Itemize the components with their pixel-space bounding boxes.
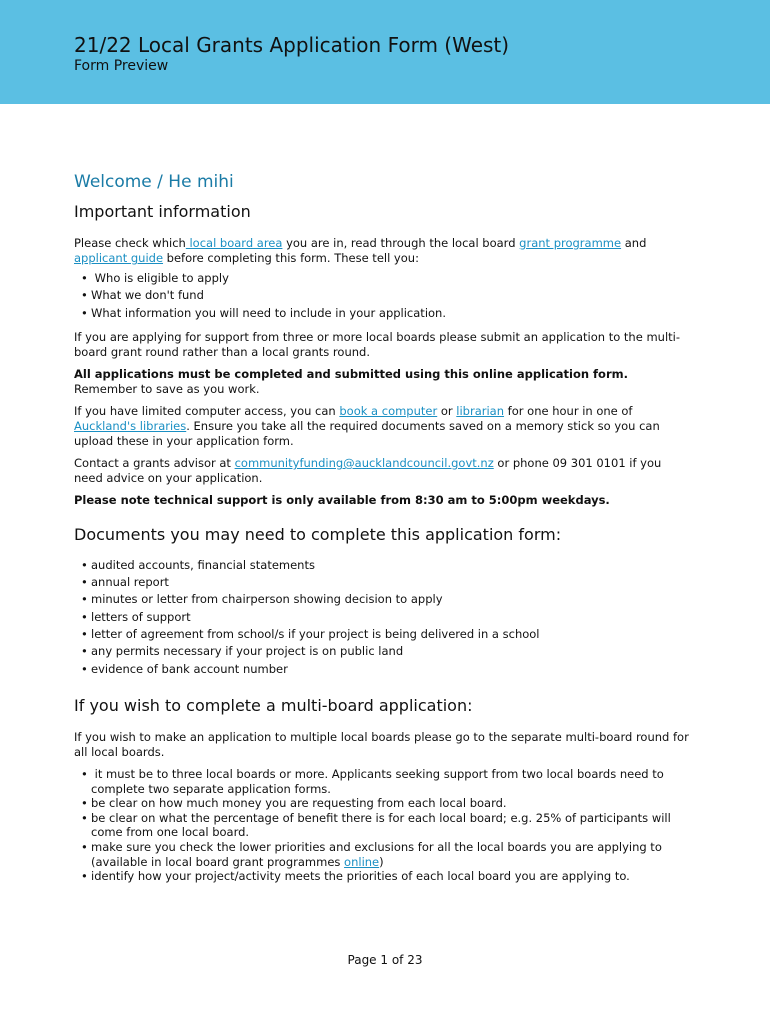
list-item: • letter of agreement from school/s if your project is being delivered in a school [74, 626, 689, 643]
list-item: • audited accounts, financial statements [74, 557, 689, 574]
bullet-icon: • [81, 869, 88, 884]
header-banner [0, 0, 770, 104]
bullet-icon: • [81, 810, 88, 825]
multi-board-intro: If you wish to make an application to multiple local boards please go to the separate multi-board round for all local boards. [74, 729, 689, 759]
grant-programme-link[interactable]: grant programme [519, 236, 622, 250]
important-info-heading: Important information [74, 202, 251, 221]
bullet-icon: • [81, 627, 88, 642]
tech-support-note: Please note technical support is only available from 8:30 am to 5:00pm weekdays. [74, 492, 610, 507]
contact-note: Contact a grants advisor at communityfunding@aucklandcouncil.govt.nz or phone 09 301 0101 if you need advice on your application. [74, 455, 662, 485]
documents-heading: Documents you may need to complete this application form: [74, 524, 562, 544]
bullet-icon: • [81, 766, 88, 781]
book-computer-link[interactable]: book a computer [339, 403, 438, 418]
list-item: • Who is eligible to apply [74, 270, 689, 287]
list-item: • evidence of bank account number [74, 661, 689, 678]
eligibility-list [74, 270, 689, 322]
page-number: Page 1 of 23 [347, 953, 423, 967]
intro-paragraph: Please check which local board area you are in, read through the local board grant programme and applicant guide before completing this form. These tell you: [74, 236, 647, 265]
local-board-area-link[interactable]: local board area [185, 236, 283, 250]
bullet-icon: • [81, 796, 88, 811]
bullet-icon: • [81, 592, 88, 607]
bullet-icon: • [81, 661, 88, 676]
documents-list [74, 557, 689, 678]
bullet-icon: • [81, 271, 88, 285]
applicant-guide-link[interactable]: applicant guide [74, 251, 164, 265]
bullet-icon: • [81, 644, 88, 659]
bullet-icon: • [81, 609, 88, 624]
list-item: • annual report [74, 574, 689, 591]
email-link[interactable]: communityfunding@aucklandcouncil.govt.nz [234, 455, 494, 470]
computer-access-note: If you have limited computer access, you can book a computer or librarian for one hour in one of Auckland's libraries. Ensure you take all the required documents saved on a memory stick so you can upload these in your application form. [74, 403, 660, 448]
list-item: • letters of support [74, 609, 689, 626]
list-item: • What information you will need to include in your application. [74, 305, 689, 322]
list-item: • be clear on how much money you are requesting from each local board. [81, 796, 507, 811]
librarian-link[interactable]: librarian [456, 403, 505, 418]
bullet-icon: • [81, 288, 88, 303]
list-item: • identify how your project/activity meets the priorities of each local board you are applying to. [81, 869, 630, 884]
bullet-icon: • [81, 557, 88, 572]
submission-note: All applications must be completed and submitted using this online application form. Remember to save as you work. [74, 366, 628, 396]
bullet-icon: • [81, 575, 88, 590]
multi-board-list [74, 767, 689, 884]
bullet-icon: • [81, 839, 88, 854]
online-link[interactable]: online [344, 854, 380, 869]
list-item: • make sure you check the lower priorities and exclusions for all the local boards you are applying to (available in local board grant programmes online) [81, 839, 662, 869]
form-title: 21/22 Local Grants Application Form (West) [74, 33, 510, 57]
multi-board-heading: If you wish to complete a multi-board application: [74, 695, 473, 715]
list-item: • any permits necessary if your project is on public land [74, 643, 689, 660]
multi-board-note: If you are applying for support from three or more local boards please submit an application to the multi-board grant round rather than a local grants round. [74, 329, 680, 359]
list-item: • be clear on what the percentage of benefit there is for each local board; e.g. 25% of participants will come from one local board. [81, 810, 671, 840]
form-content [74, 170, 689, 884]
list-item: • minutes or letter from chairperson showing decision to apply [74, 591, 689, 608]
form-subtitle: Form Preview [74, 58, 169, 74]
aucklands-libraries-link[interactable]: Auckland's libraries [74, 418, 187, 433]
list-item: • it must be to three local boards or more. Applicants seeking support from two local boards need to complete two separate application forms. [81, 766, 664, 796]
list-item: • What we don't fund [74, 287, 689, 304]
welcome-heading: Welcome / He mihi [74, 172, 234, 192]
bullet-icon: • [81, 305, 88, 320]
